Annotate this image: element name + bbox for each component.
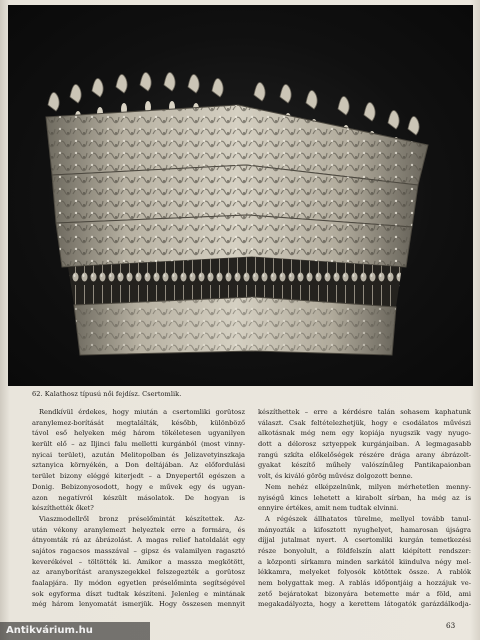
text-line: nyiségű kincs lehetett a kirabolt sírban, ha még az is — [258, 493, 471, 502]
text-line: rangú szkíta előkelőségek részére drága arany ábrázolt- — [258, 450, 471, 459]
text-line: Nem nehéz elképzelnünk, milyen mérhetetlen menny- — [265, 482, 471, 491]
text-line: volt, és kiváló görög művész dolgozott benne. — [258, 472, 413, 481]
text-column-right — [258, 407, 471, 610]
text-line: az aranyborítást aranyszegekkel felszegezték a gorütosz — [32, 568, 245, 577]
text-line: A régészek állhatatos türelme, mellyel tovább tanul- — [265, 514, 471, 523]
text-line: ennyire értékes, amit nem tudtak elvinni. — [258, 504, 399, 513]
text-line: lékkamra, melyeket folyosók kötöttek össze. A rablók — [258, 568, 471, 577]
text-line: készíthették őket? — [32, 504, 94, 513]
text-line: faalapjára. Ily módon egyetlen préselőminta segítségével — [32, 579, 245, 587]
crown-illustration — [8, 5, 473, 386]
text-line: része bonyolult, a földfelszín alatt kiépített rendszer: — [258, 546, 471, 555]
text-line: nem bolygattak meg. A rablás időpontjáig a hozzájuk ve- — [258, 579, 471, 587]
text-line: választ. Csak feltételezhetjük, hogy e csodálatos művészi — [258, 418, 471, 427]
text-line: mányozták a kifosztott nyughelyet, hamarosan újságra — [258, 525, 471, 534]
text-line: sztanyica környékén, a Don deltájában. Az előfordulási — [32, 461, 245, 470]
text-line: aranylemez-borítását megtalálták, később, különböző — [32, 418, 245, 427]
watermark: Antikvárium.hu — [0, 622, 150, 640]
text-line: után vékony aranylemezt helyeztek erre a formára, és — [32, 525, 245, 534]
text-line: átnyomták rá az ábrázolást. A magas relief hatoldalát egy — [32, 536, 245, 545]
text-line: dott a délorosz sztyeppek kurgánjaiban. A legmagasabb — [258, 440, 471, 449]
text-line: készíthettek – erre a kérdésre talán sohasem kaphatunk — [258, 408, 471, 416]
text-line: azon negatívról készült másolatok. De hogyan is — [32, 493, 245, 502]
text-line: terület bizony eléggé kiterjedt – a Dnyepertől egészen a — [32, 472, 245, 481]
text-line: a központi sírkamra minden sarkától kiindulva négy mel- — [258, 557, 471, 566]
text-column-left — [32, 407, 245, 610]
text-line: nyicai terület), azután Melitopolban és Jelizavetyinszkaja — [32, 450, 245, 459]
text-line: még három lenyomatát ismerjük. Hogy összesen mennyit — [32, 600, 245, 609]
text-line: Viaszmodellről bronz préselőmintát készítettek. Az- — [39, 514, 245, 523]
text-line: alkotásnak még nem egy kopiája nyugszik vagy nyugo- — [258, 429, 471, 438]
text-line: került elő – az Iljinci falu melletti kurgánból (most vinny- — [32, 440, 245, 449]
text-line: távol eső helyeken még három tökéletesen ugyanilyen — [32, 429, 245, 438]
text-line: Donig. Bebizonyosodott, hogy e művek egy és ugyan- — [32, 482, 245, 491]
text-line: Rendkívül érdekes, hogy miután a csertomliki gorütosz — [39, 408, 245, 416]
text-line: sok egyforma díszt tudtak készíteni. Jelenleg e mintának — [32, 589, 245, 598]
text-line: díjjal jutalmat nyert. A csertomliki kurgán temetkezési — [258, 536, 471, 545]
text-line: keverékével – töltötték ki. Amikor a massza megkötött, — [32, 557, 245, 566]
crown-photograph — [8, 5, 473, 386]
figure-caption: 62. Kalathosz típusú női fejdísz. Csertomlik. — [32, 390, 182, 398]
text-line: sajátos ragacsos masszával – gipsz és valamilyen ragasztó — [32, 546, 245, 555]
text-line: megakadályozta, hogy a kerettem látogatók garázdálkodja- — [258, 600, 471, 609]
text-line: gyakat készítő műhely valószínűleg Pantikapaionban — [258, 461, 471, 470]
text-line: zető bejáratokat bizonyára betemette már a föld, ami — [258, 589, 471, 598]
page-number: 63 — [446, 621, 456, 630]
